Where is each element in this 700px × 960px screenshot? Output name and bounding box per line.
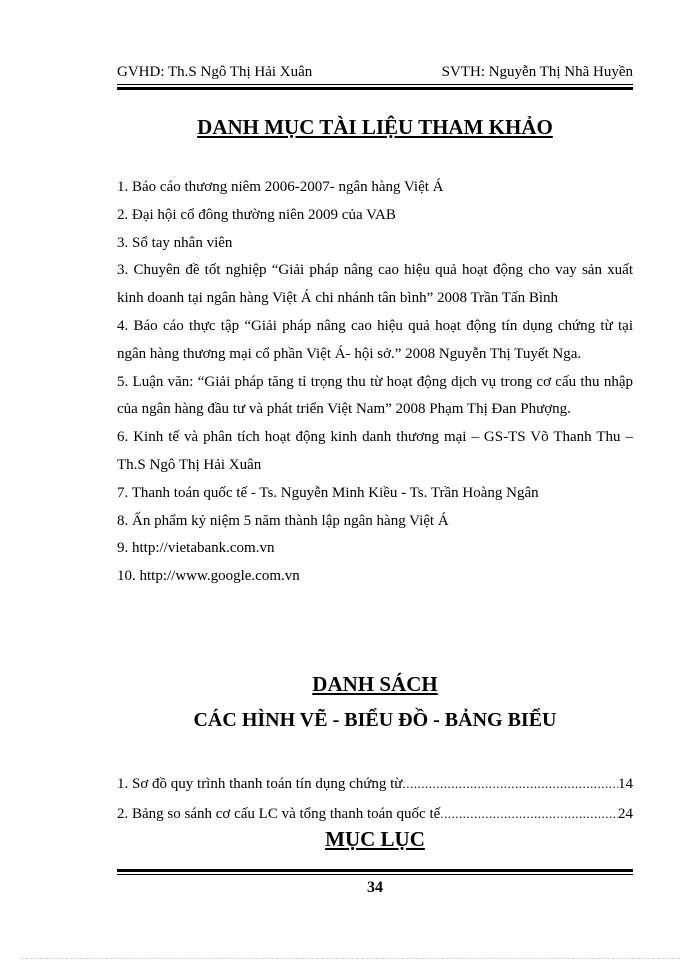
advisor-name: GVHD: Th.S Ngô Thị Hải Xuân [117, 64, 313, 80]
reference-link[interactable]: 10. http://www.google.com.vn [117, 568, 300, 585]
figure-entry-page: 14 [618, 776, 633, 792]
figure-entry-text: 2. Bảng so sánh cơ cấu LC và tổng thanh toán quốc tế [117, 806, 441, 822]
figure-entry-page: 24 [618, 806, 633, 822]
dot-leader [402, 769, 618, 798]
footer-rule-thick [117, 869, 633, 872]
references-title: DANH MỤC TÀI LIỆU THAM KHẢO [197, 115, 553, 139]
references-list [117, 174, 633, 591]
student-name: SVTH: Nguyễn Thị Nhã Huyền [441, 64, 633, 80]
reference-item: 1. Báo cáo thương niêm 2006-2007- ngân hàng Việt Á [117, 179, 444, 195]
figures-title: DANH SÁCH [312, 672, 438, 696]
toc-title: MỤC LỤC [325, 827, 425, 851]
reference-link[interactable]: 9. http://vietabank.com.vn [117, 540, 275, 557]
header-rule-thick [117, 87, 633, 90]
dot-leader [440, 799, 618, 828]
reference-item: 8. Ấn phẩm kỷ niệm 5 năm thành lập ngân hàng Việt Á [117, 512, 449, 529]
figures-list [117, 769, 633, 829]
page-number: 34 [367, 879, 383, 896]
figures-subtitle: CÁC HÌNH VẼ - BIỂU ĐỒ - BẢNG BIỂU [193, 709, 557, 731]
reference-item: 7. Thanh toán quốc tế - Ts. Nguyễn Minh Kiều - Ts. Trần Hoàng Ngân [117, 484, 539, 501]
reference-item: 3. Sổ tay nhân viên [117, 234, 233, 251]
page-break-line [20, 958, 680, 959]
page-header [117, 62, 633, 82]
reference-item: 5. Luận văn: “Giải pháp tăng tỉ trọng thu từ hoạt động dịch vụ trong cơ cấu thu nhập của ngân hàng đầu tư và phát triển Việt Nam” 2008 Phạm Thị Đan Phượng. [117, 373, 633, 418]
figure-entry [117, 769, 633, 799]
reference-item: 4. Báo cáo thực tập “Giải pháp nâng cao hiệu quả hoạt động tín dụng chứng từ tại ngân hàng thương mại cổ phần Việt Á- hội sở.” 2008 Nguyễn Thị Tuyết Nga. [117, 317, 633, 362]
header-rule-thin [117, 84, 633, 85]
reference-item: 6. Kinh tế và phân tích hoạt động kinh danh thương mại – GS-TS Võ Thanh Thu – Th.S Ngô Thị Hải Xuân [117, 429, 633, 473]
reference-item: 3. Chuyên đề tốt nghiệp “Giải pháp nâng cao hiệu quả hoạt động cho vay sản xuất kinh doanh tại ngân hàng Việt Á chi nhánh tân bình” 2008 Trần Tấn Bình [117, 262, 633, 307]
figure-entry-text: 1. Sơ đồ quy trình thanh toán tín dụng chứng từ [117, 776, 403, 792]
footer-rule-thin [117, 874, 633, 875]
reference-item: 2. Đại hội cổ đông thường niên 2009 của VAB [117, 206, 396, 223]
